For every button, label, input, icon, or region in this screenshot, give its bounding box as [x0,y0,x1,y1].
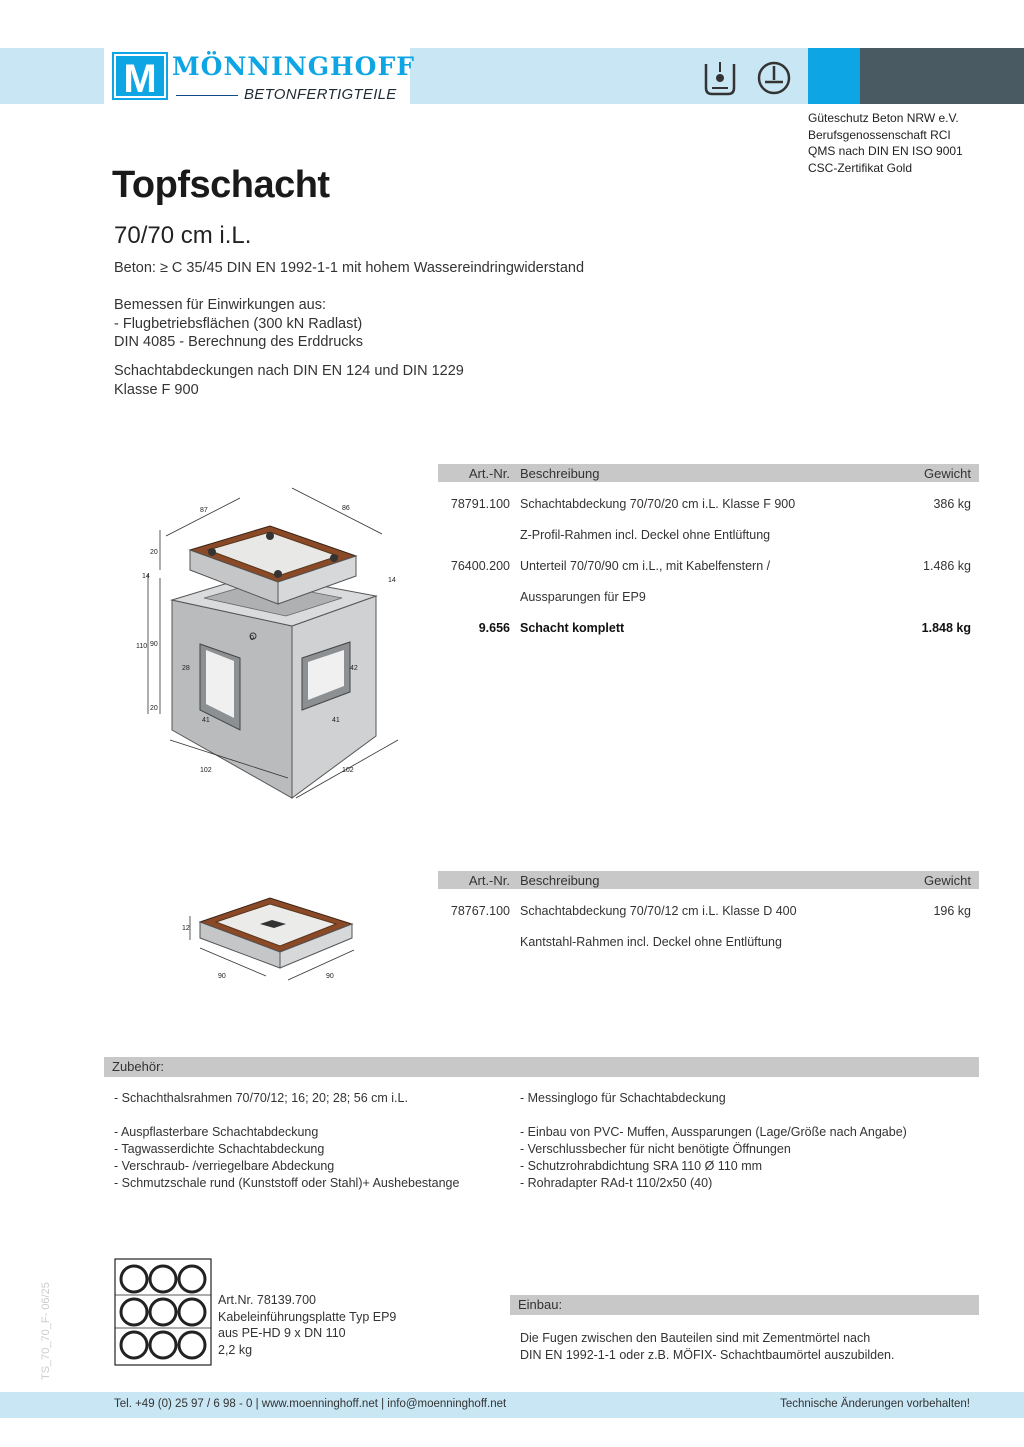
standards-line: Schachtabdeckungen nach DIN EN 124 und DIN 1229 [114,363,464,379]
table-row [438,590,979,610]
page-subtitle: 70/70 cm i.L. [114,222,252,249]
dim-label: 14 [388,577,396,584]
cell-nr: 78791.100 [450,497,510,511]
cell-desc: Schachtabdeckung 70/70/20 cm i.L. Klasse F 900 [520,497,796,511]
list-item: - Schutzrohrabdichtung SRA 110 Ø 110 mm [520,1159,763,1173]
dim-label: 42 [350,665,358,672]
design-line: - Flugbetriebsflächen (300 kN Radlast) [114,315,363,332]
cell-weight: 196 kg [933,904,971,918]
dim-label: 87 [200,507,208,514]
list-item: - Verschlussbecher für nicht benötigte Öffnungen [520,1142,791,1156]
list-item: - Messinglogo für Schachtabdeckung [520,1091,726,1105]
dim-label: 102 [342,767,354,774]
design-basis [114,296,363,352]
list-item: - Verschraub- /verriegelbare Abdeckung [114,1159,335,1173]
cell-weight: 1.848 kg [921,621,971,635]
brand-name: MÖNNINGHOFF [172,52,415,81]
col-header-nr: Art.-Nr. [468,873,510,888]
header-dark-block [860,48,1024,104]
table-row [438,497,979,517]
installation-header: Einbau: [510,1295,979,1315]
info-line: Art.Nr. 78139.700 [218,1293,316,1307]
dim-label: 86 [342,505,350,512]
certifications [808,110,963,176]
dim-label: 12 [182,925,190,932]
cell-nr: 76400.200 [450,559,510,573]
col-header-nr: Art.-Nr. [468,466,510,481]
table-row [438,559,979,579]
dim-label: 41 [332,717,340,724]
cert-line: QMS nach DIN EN ISO 9001 [808,144,963,159]
dim-label: 28 [182,665,190,672]
cable-plate-info [218,1292,396,1358]
info-line: aus PE-HD 9 x DN 110 [218,1326,346,1340]
table-row [438,935,979,955]
list-item: - Einbau von PVC- Muffen, Aussparungen (Lage/Größe nach Angabe) [520,1125,907,1139]
dim-label: 110 [136,643,148,650]
info-line: 2,2 kg [218,1342,253,1357]
cable-entry-plate-drawing [114,1258,212,1366]
cert-line: Güteschutz Beton NRW e.V. [808,111,959,125]
document-code: TS_70_70_F- 06/25 [40,1282,52,1380]
list-item [114,1107,459,1124]
header-accent-block [808,48,860,104]
table-row [438,528,979,548]
dim-label: 102 [200,767,212,774]
standards-line: Klasse F 900 [114,381,199,398]
dim-label: 90 [218,973,226,980]
dim-label: 0 [250,635,254,642]
design-line: DIN 4085 - Berechnung des Erddrucks [114,334,364,350]
info-line: Die Fugen zwischen den Bauteilen sind mit Zementmörtel nach [520,1331,871,1345]
cell-desc: Aussparungen für EP9 [520,590,646,604]
accessories-right [520,1090,907,1192]
quality-seal-icon [702,58,738,98]
cert-line: Berufsgenossenschaft RCI [808,127,951,142]
col-header-weight: Gewicht [924,873,971,888]
col-header-desc: Beschreibung [520,466,600,481]
list-item [520,1107,907,1124]
cell-nr: 9.656 [478,621,510,635]
cover-drawing [176,880,366,990]
info-line: Kabeleinführungsplatte Typ EP9 [218,1309,397,1324]
cell-desc: Z-Profil-Rahmen incl. Deckel ohne Entlüftung [520,528,771,542]
cover-standards [114,362,464,399]
dim-label: 90 [150,641,158,648]
cell-weight: 1.486 kg [923,559,971,573]
dim-label: 14 [142,573,150,580]
brand-subtitle: BETONFERTIGTEILE [244,86,397,103]
list-item: - Rohradapter RAd-t 110/2x50 (40) [520,1176,713,1190]
footer [0,1392,1024,1418]
logo-letter: M [123,57,157,100]
page-title: Topfschacht [112,164,330,206]
list-item: - Auspflasterbare Schachtabdeckung [114,1125,319,1139]
dim-label: 20 [150,549,158,556]
logo-m-icon [112,52,168,100]
footer-note: Technische Änderungen vorbehalten! [780,1398,970,1410]
cert-line: CSC-Zertifikat Gold [808,160,913,175]
dim-label: 41 [202,717,210,724]
accessories-header: Zubehör: [104,1057,979,1077]
info-line: DIN EN 1992-1-1 oder z.B. MÖFIX- Schachtbaumörtel auszubilden. [520,1348,895,1362]
footer-contact: Tel. +49 (0) 25 97 / 6 98 - 0 | www.moenninghoff.net | info@moenninghoff.net [114,1398,507,1410]
cell-nr: 78767.100 [450,904,510,918]
col-header-desc: Beschreibung [520,873,600,888]
cell-desc: Schachtabdeckung 70/70/12 cm i.L. Klasse D 400 [520,904,797,918]
installation-text [520,1330,894,1364]
cell-desc: Unterteil 70/70/90 cm i.L., mit Kabelfenstern / [520,559,771,573]
concrete-spec: Beton: ≥ C 35/45 DIN EN 1992-1-1 mit hohem Wassereindringwiderstand [114,260,585,276]
list-item: - Schmutzschale rund (Kunststoff oder Stahl)+ Aushebestange [114,1176,460,1190]
brand-rule [176,95,238,96]
table-row [438,904,979,924]
table-row-total [438,621,979,641]
manhole-assembly-drawing [120,478,410,818]
table-header [438,871,979,889]
cell-weight: 386 kg [933,497,971,511]
cell-desc: Kantstahl-Rahmen incl. Deckel ohne Entlüftung [520,935,782,949]
col-header-weight: Gewicht [924,466,971,481]
design-line: Bemessen für Einwirkungen aus: [114,297,326,313]
accessories-left [114,1090,459,1192]
list-item: - Schachthalsrahmen 70/70/12; 16; 20; 28; 56 cm i.L. [114,1091,408,1105]
cell-desc: Schacht komplett [520,621,625,635]
dim-label: 90 [326,973,334,980]
list-item: - Tagwasserdichte Schachtabdeckung [114,1142,325,1156]
ground-level-icon [756,58,792,98]
table-header [438,464,979,482]
dim-label: 20 [150,705,158,712]
